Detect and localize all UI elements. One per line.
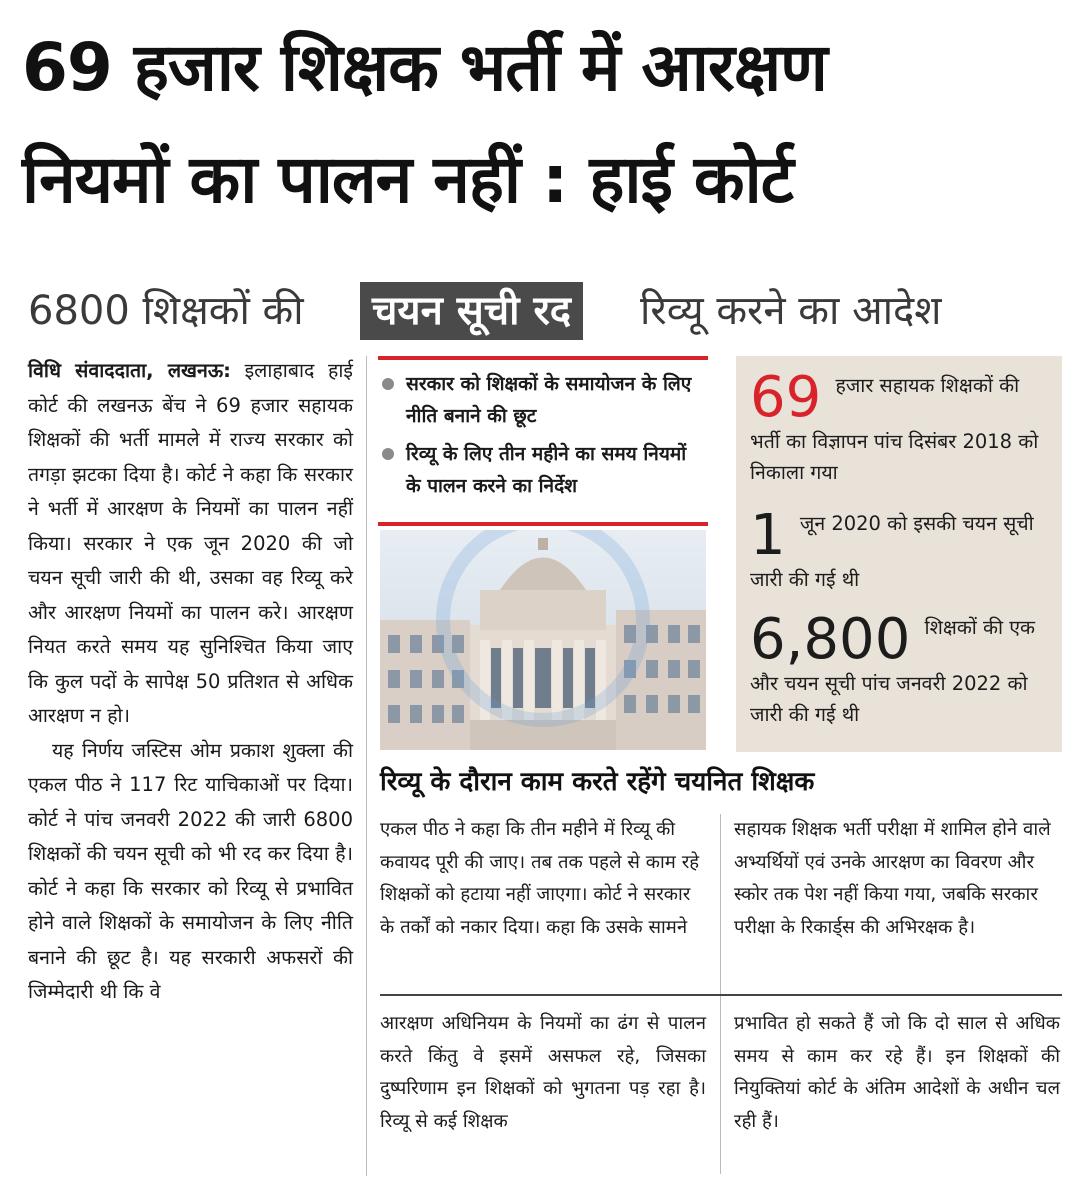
fact-2-text: जून 2020 को इसकी चयन सूची जारी की गई थी: [750, 512, 1034, 591]
story-2-column-a-top: एकल पीठ ने कहा कि तीन महीने में रिव्यू की कवायद पूरी की जाए। तब तक पहले से काम रहे शिक्षकों को हटाया नहीं जाएगा। कोर्ट ने सरकार के तर्कों को नकार दिया। कहा कि उसके सामने: [380, 819, 700, 938]
fact-1-number: 69: [750, 365, 822, 430]
red-rule-bottom: [378, 522, 708, 526]
highlight-text: सरकार को शिक्षकों के समायोजन के लिए नीति बनाने की छूट: [406, 373, 692, 427]
facts-box: [736, 356, 1062, 752]
highlights-list: [380, 368, 706, 508]
fact-1: [750, 365, 1050, 488]
column-divider: [366, 356, 367, 1176]
headline-line-2: नियमों का पालन नहीं : हाई कोर्ट: [22, 141, 793, 218]
main-paragraph-2: यह निर्णय जस्टिस ओम प्रकाश शुक्ला की एकल पीठ ने 117 रिट याचिकाओं पर दिया। कोर्ट ने पांच जनवरी 2022 की जारी 6800 शिक्षकों की चयन सूची को भी रद कर दिया है। कोर्ट ने कहा कि सरकार को रिव्यू से प्रभावित होने वाले शिक्षकों के समायोजन के लिए नीति बनाने की छूट है। यह सरकारी अफसरों की जिम्मेदारी थी कि वे: [28, 738, 353, 1003]
highlight-item: [380, 438, 706, 502]
bullet-dot-icon: [382, 448, 394, 460]
fact-2: [750, 503, 1050, 595]
subheadline-suffix: रिव्यू करने का आदेश: [640, 288, 942, 334]
subheadline-prefix: 6800 शिक्षकों की: [28, 288, 304, 334]
horizontal-rule: [380, 994, 1062, 996]
story-2-column-b-bottom: प्रभावित हो सकते हैं जो कि दो साल से अधिक समय से काम कर रहे हैं। इन शिक्षकों की नियुक्तियां कोर्ट के अंतिम आदेशों के अधीन चल रही हैं।: [734, 1013, 1060, 1132]
fact-3-text: शिक्षकों की एक और चयन सूची पांच जनवरी 2022 को जारी की गई थी: [750, 616, 1036, 726]
fact-2-number: 1: [750, 503, 786, 568]
byline: विधि संवाददाता, लखनऊ:: [28, 359, 231, 382]
fact-3-number: 6,800: [750, 607, 911, 672]
story-2-column-a-bottom: आरक्षण अधिनियम के नियमों का ढंग से पालन करते किंतु वे इसमें असफल रहे, जिसका दुष्परिणाम इन शिक्षकों को भुगतना पड़ रहा है। रिव्यू से कई शिक्षक: [380, 1013, 706, 1132]
main-paragraph-1: इलाहाबाद हाई कोर्ट की लखनऊ बेंच ने 69 हजार सहायक शिक्षकों की भर्ती मामले में राज्य सरकार को तगड़ा झटका दिया है। कोर्ट ने कहा कि सरकार ने भर्ती में आरक्षण के नियमों का पालन नहीं किया। सरकार ने एक जून 2020 की जो चयन सूची जारी की थी, उसका वह रिव्यू करे और आरक्षण नियमों का पालन करे। आरक्षण नियत करते समय यह सुनिश्चित किया जाए कि कुल पदों के सापेक्ष 50 प्रतिशत से अधिक आरक्षण न हो।: [28, 359, 353, 727]
bullet-dot-icon: [382, 378, 394, 390]
highlight-item: [380, 368, 706, 432]
story-2-heading: रिव्यू के दौरान काम करते रहेंगे चयनित शिक्षक: [380, 767, 815, 797]
fact-1-text: हजार सहायक शिक्षकों की भर्ती का विज्ञापन पांच दिसंबर 2018 को निकाला गया: [750, 374, 1039, 484]
highlight-text: रिव्यू के लिए तीन महीने का समय नियमों के पालन करने का निर्देश: [406, 443, 687, 497]
subheadline-highlight-box: चयन सूची रद: [360, 282, 583, 340]
story-2-column-b-top: सहायक शिक्षक भर्ती परीक्षा में शामिल होने वाले अभ्यर्थियों एवं उनके आरक्षण का विवरण और स्कोर तक पेश नहीं किया गया, जबकि सरकार परीक्षा के रिकार्ड्स की अभिरक्षक है।: [734, 819, 1051, 938]
headline-line-1: 69 हजार शिक्षक भर्ती में आरक्षण: [22, 29, 827, 106]
high-court-building-photo: [380, 530, 706, 750]
fact-3: [750, 607, 1050, 730]
red-rule-top: [378, 356, 708, 360]
court-building-illustration: [380, 530, 706, 750]
main-story-column: [28, 354, 353, 1010]
